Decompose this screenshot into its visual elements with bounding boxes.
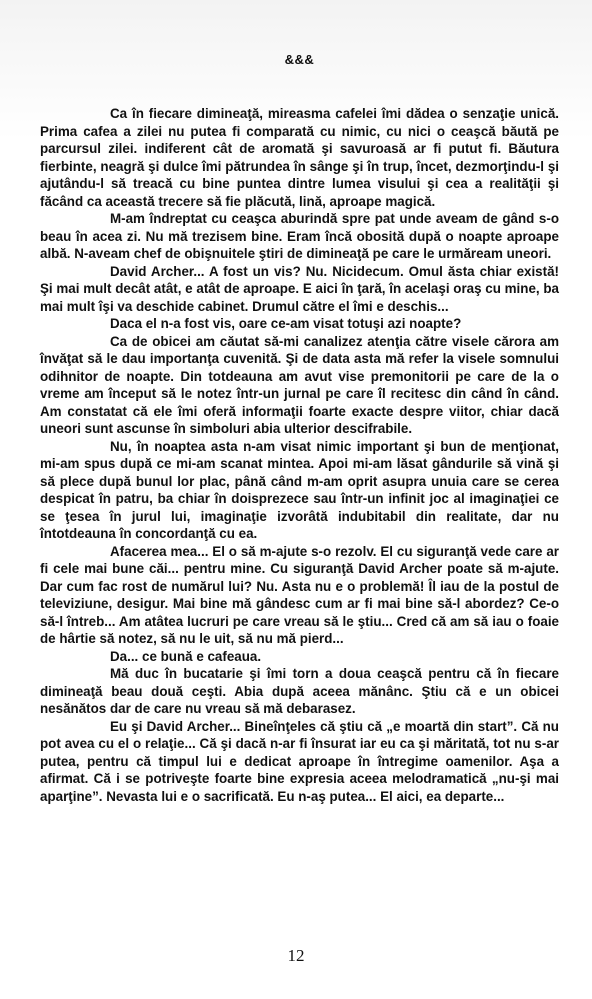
paragraph: David Archer... A fost un vis? Nu. Nicidecum. Omul ăsta chiar există! Şi mai mult decât atât, e atât de aproape. E aici în ţară, în acelaşi oraş cu mine, ba mai mult îşi va deschide cabinet. Drumul către el îmi e deschis... [40, 263, 559, 314]
body-text [40, 105, 559, 805]
paragraph: Nu, în noaptea asta n-am visat nimic important şi bun de menţionat, mi-am spus după ce mi-am scanat mintea. Apoi mi-am lăsat gândurile să vină şi să plece după bunul lor plac, până când m-am oprit asupra unuia care se cerea despicat în patru, ba chiar în doisprezece sau într-un infinit joc al imaginaţiei ce se ţesea în jurul lui, imaginaţie izvorâtă indubitabil din realitate, dar nu întotdeauna în concordanţă cu ea. [40, 438, 559, 541]
paragraph: Ca de obicei am căutat să-mi canalizez atenţia către visele cărora am învăţat să le dau importanţa cuvenită. Şi de data asta mă refer la visele somnului odihnitor de noapte. Din totdeauna am avut vise premonitorii pe care de la o vreme am început să le notez într-un jurnal pe care îl recitesc din când în când. Am constatat că ele îmi oferă informaţii foarte exacte despre viitor, chiar dacă uneori sunt ascunse în simboluri abia ulterior descifrabile. [40, 333, 559, 436]
paragraph: Mă duc în bucatarie şi îmi torn a doua ceaşcă pentru că în fiecare dimineaţă beau două ceşti. Abia după aceea mănânc. Ştiu că e un obicei nesănătos dar de care nu vreau să mă debarasez. [40, 666, 559, 716]
paragraph: M-am îndreptat cu ceaşca aburindă spre pat unde aveam de gând s-o beau în acea zi. Nu mă trezisem bine. Eram încă obosită după o noapte aproape albă. N-aveam chef de obişnuitele ştiri de dimineaţă pe care le urmăream uneori. [40, 211, 559, 261]
paragraph: Da... ce bună e cafeaua. [110, 648, 262, 664]
section-separator: &&& [284, 52, 315, 67]
paragraph: Afacerea mea... El o să m-ajute s-o rezolv. El cu siguranţă vede care ar fi cele mai bune căi... pentru mine. Cu siguranţă David Archer poate să m-ajute. Dar cum fac rost de numărul lui? Nu. Asta nu e o problemă! Îl iau de la postul de televiziune, desigur. Mai bine mă gândesc cum ar fi mai bine să-l abordez? Ce-o să-l întreb... Am atâtea lucruri pe care vreau să le ştiu... Cred că am să iau o foaie de hârtie să notez, să nu le uit, să nu mă pierd... [40, 543, 559, 646]
paragraph: Daca el n-a fost vis, oare ce-am visat totuşi azi noapte? [110, 316, 462, 331]
page-number: 12 [287, 946, 305, 965]
paragraph: Ca în fiecare dimineaţă, mireasma cafelei îmi dădea o senzaţie unică. Prima cafea a zilei nu putea fi comparată cu nimic, cu nici o ceaşcă băută pe parcursul zilei. indiferent cât de aromată şi savuroasă ar fi putut fi. Băutura fierbinte, neagră şi dulce îmi pătrundea în sânge şi în trup, încet, dezmorţindu-l şi ajutându-l să treacă cu bine puntea dintre lumea visului şi cea a realităţii şi făcând ca această trecere să fie plăcută, lină, aproape magică. [40, 106, 559, 209]
paragraph: Eu şi David Archer... Bineînţeles că ştiu că „e moartă din start”. Că nu pot avea cu el o relaţie... Că şi dacă n-ar fi însurat iar eu ca şi măritată, tot nu s-ar putea, pentru că timpul lui e dedicat aproape în întregime oamenilor. Aşa a afirmat. Că i se potriveşte foarte bine expresia aceea melodramatică „nu-şi mai aparţine”. Nevasta lui e o sacrificată. Eu n-aş putea... El aici, ea departe... [40, 718, 559, 804]
